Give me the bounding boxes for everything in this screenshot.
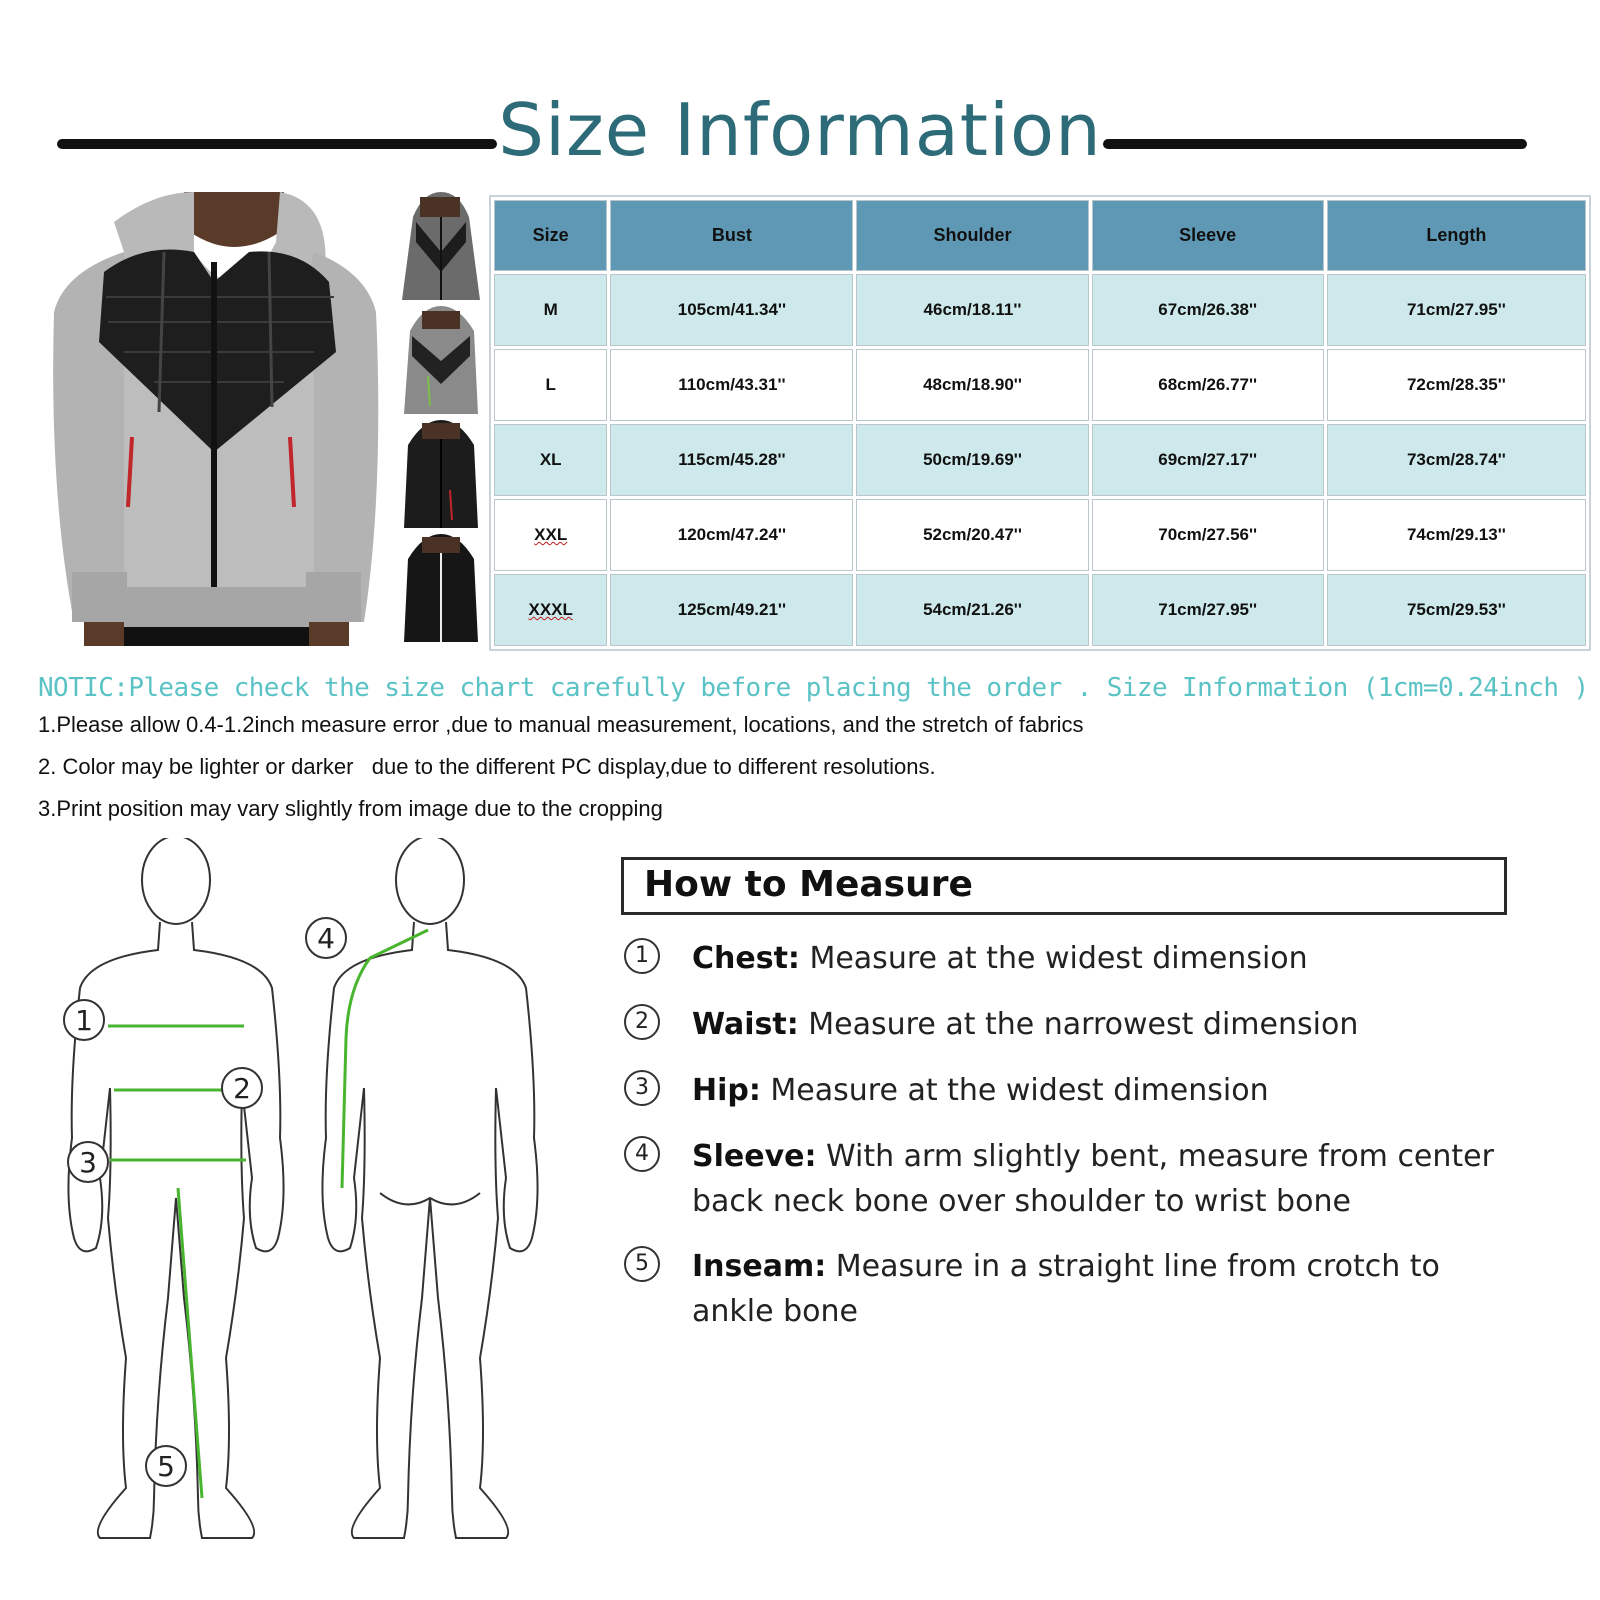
figure-label-3: 3 <box>79 1146 97 1179</box>
step-term: Waist: <box>692 1007 799 1042</box>
bust-cell: 120cm/47.24'' <box>610 499 853 571</box>
shoulder-cell: 50cm/19.69'' <box>856 424 1088 496</box>
table-row <box>494 274 1586 346</box>
size-table <box>489 195 1591 651</box>
step-description: With arm slightly bent, measure from center back neck bone over shoulder to wrist bone <box>692 1139 1494 1219</box>
step-term: Sleeve: <box>692 1139 817 1174</box>
size-label: XXL <box>534 525 568 544</box>
step-number-2: 2 <box>624 1004 660 1040</box>
step-text <box>692 1002 1512 1047</box>
thumbnail-dark-grey <box>398 192 484 304</box>
color-thumbnails <box>398 192 484 648</box>
step-term: Inseam: <box>692 1249 827 1284</box>
figure-label-5: 5 <box>157 1450 175 1483</box>
sleeve-cell: 67cm/26.38'' <box>1092 274 1324 346</box>
size-notice: NOTIC:Please check the size chart carefully before placing the order . Size Information (1cm=0.24inch ) <box>38 673 1589 703</box>
step-text <box>692 1068 1512 1113</box>
header-size: Size <box>494 200 607 271</box>
step-number-3: 3 <box>624 1070 660 1106</box>
how-to-measure-heading: How to Measure <box>644 864 973 905</box>
header-length: Length <box>1327 200 1586 271</box>
table-row <box>494 424 1586 496</box>
shoulder-cell: 48cm/18.90'' <box>856 349 1088 421</box>
bust-cell: 105cm/41.34'' <box>610 274 853 346</box>
header-bust: Bust <box>610 200 853 271</box>
step-number-4: 4 <box>624 1136 660 1172</box>
length-cell: 75cm/29.53'' <box>1327 574 1586 646</box>
product-photo-main <box>44 192 386 646</box>
step-number-5: 5 <box>624 1246 660 1282</box>
size-cell: L <box>494 349 607 421</box>
title-row <box>0 80 1600 180</box>
step-number-1: 1 <box>624 938 660 974</box>
size-label: XXXL <box>528 600 573 619</box>
bust-cell: 110cm/43.31'' <box>610 349 853 421</box>
step-text <box>692 1134 1512 1224</box>
how-to-measure-box <box>621 857 1507 915</box>
step-description: Measure at the widest dimension <box>799 941 1308 976</box>
step-text <box>692 936 1512 981</box>
length-cell: 71cm/27.95'' <box>1327 274 1586 346</box>
header-shoulder: Shoulder <box>856 200 1088 271</box>
length-cell: 73cm/28.74'' <box>1327 424 1586 496</box>
bust-cell: 115cm/45.28'' <box>610 424 853 496</box>
table-header-row <box>494 200 1586 271</box>
step-term: Hip: <box>692 1073 761 1108</box>
bust-cell: 125cm/49.21'' <box>610 574 853 646</box>
shoulder-cell: 54cm/21.26'' <box>856 574 1088 646</box>
step-description: Measure in a straight line from crotch to ankle bone <box>692 1249 1440 1329</box>
title-rule-right <box>1103 139 1527 149</box>
length-cell: 74cm/29.13'' <box>1327 499 1586 571</box>
sleeve-cell: 68cm/26.77'' <box>1092 349 1324 421</box>
step-description: Measure at the narrowest dimension <box>798 1007 1359 1042</box>
table-row <box>494 499 1586 571</box>
size-cell <box>494 574 607 646</box>
measurement-figures <box>50 838 570 1578</box>
figure-label-2: 2 <box>233 1072 251 1105</box>
step-description: Measure at the widest dimension <box>760 1073 1269 1108</box>
sleeve-cell: 71cm/27.95'' <box>1092 574 1324 646</box>
table-row <box>494 349 1586 421</box>
sleeve-cell: 70cm/27.56'' <box>1092 499 1324 571</box>
size-cell: XL <box>494 424 607 496</box>
shoulder-cell: 52cm/20.47'' <box>856 499 1088 571</box>
step-term: Chest: <box>692 941 800 976</box>
sleeve-cell: 69cm/27.17'' <box>1092 424 1324 496</box>
length-cell: 72cm/28.35'' <box>1327 349 1586 421</box>
note-print-position: 3.Print position may vary slightly from image due to the cropping <box>38 796 663 821</box>
thumbnail-black-white <box>398 534 484 646</box>
note-measure-error: 1.Please allow 0.4-1.2inch measure error ,due to manual measurement, locations, and the stretch of fabrics <box>38 712 1084 737</box>
body-outline-illustration <box>50 838 570 1578</box>
step-text <box>692 1244 1512 1334</box>
shoulder-cell: 46cm/18.11'' <box>856 274 1088 346</box>
note-color: 2. Color may be lighter or darker due to the different PC display,due to different resolutions. <box>38 754 936 779</box>
size-cell: M <box>494 274 607 346</box>
thumbnail-grey-side <box>398 306 484 418</box>
header-sleeve: Sleeve <box>1092 200 1324 271</box>
page-title: Size Information <box>498 88 1102 172</box>
table-row <box>494 574 1586 646</box>
figure-label-4: 4 <box>317 922 335 955</box>
thumbnail-black-red <box>398 420 484 532</box>
figure-label-1: 1 <box>75 1004 93 1037</box>
size-cell <box>494 499 607 571</box>
